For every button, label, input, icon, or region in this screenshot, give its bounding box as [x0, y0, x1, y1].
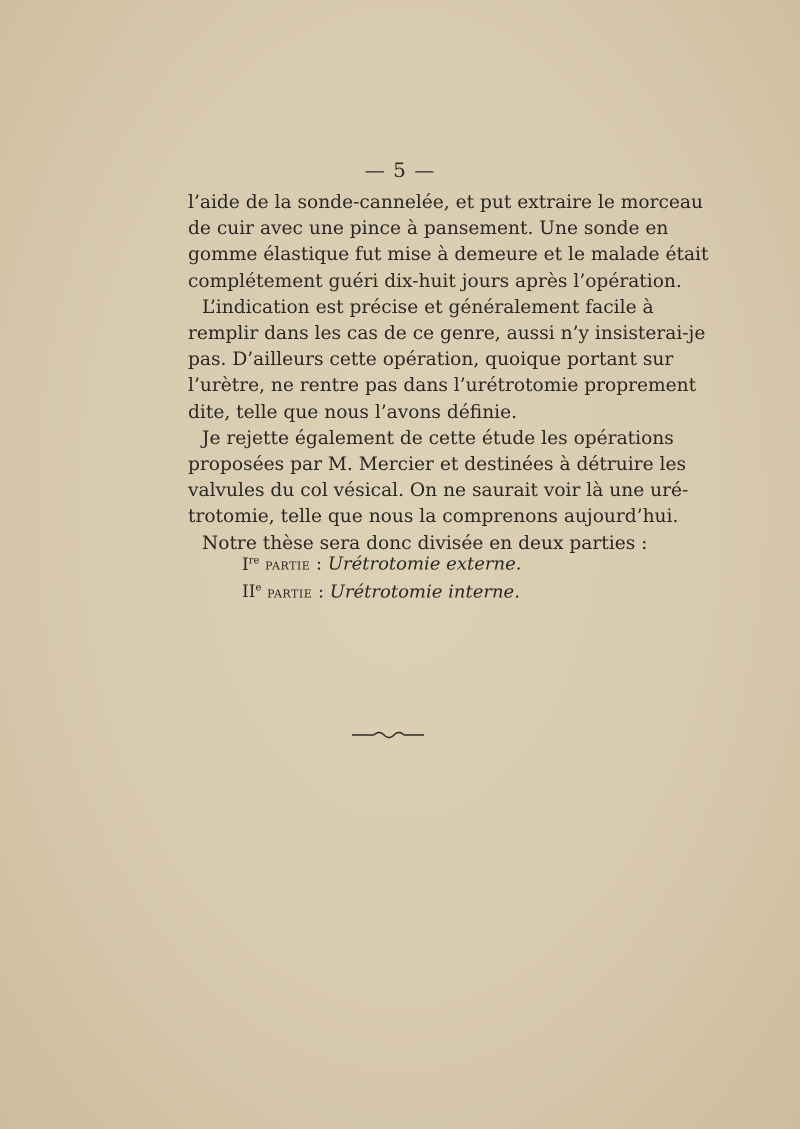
text-line: l’aide de la sonde-cannelée, et put extraire le morceau — [188, 192, 703, 213]
text-line: L’indication est précise et généralement facile à — [202, 296, 654, 318]
text-line: complétement guéri dix-huit jours après l’opération. — [188, 270, 682, 292]
part-label: partie — [267, 583, 313, 602]
part-item — [242, 549, 521, 577]
part-number: Ire — [242, 554, 260, 575]
part-title: Urétrotomie interne. — [329, 581, 520, 603]
ornament-divider-icon — [352, 727, 424, 743]
text-line: Je rejette également de cette étude les opérations — [202, 427, 674, 449]
text-line: gomme élastique fut mise à demeure et le malade était — [188, 244, 709, 266]
text-line: l’urètre, ne rentre pas dans l’urétrotomie proprement — [188, 375, 697, 397]
text-line: remplir dans les cas de ce genre, aussi n’y insisterai-je — [188, 323, 706, 345]
text-line: pas. D’ailleurs cette opération, quoique portant sur — [188, 349, 674, 371]
body-text — [188, 190, 709, 557]
text-line: Notre thèse sera donc divisée en deux parties : — [202, 532, 648, 554]
text-line: trotomie, telle que nous la comprenons aujourd’hui. — [188, 506, 679, 528]
text-line: de cuir avec une pince à pansement. Une sonde en — [188, 218, 669, 240]
text-line: proposées par M. Mercier et destinées à détruire les — [188, 454, 686, 476]
part-item — [242, 577, 521, 605]
part-number: IIe — [242, 582, 262, 603]
part-colon: : — [312, 581, 330, 603]
part-label: partie — [265, 555, 311, 574]
part-colon: : — [310, 553, 328, 575]
page-number: — 5 — — [364, 158, 436, 182]
text-line: dite, telle que nous l’avons définie. — [188, 401, 518, 423]
part-title: Urétrotomie externe. — [327, 553, 522, 575]
text-line: valvules du col vésical. On ne saurait voir là une uré- — [188, 480, 689, 502]
parts-list — [242, 549, 521, 604]
